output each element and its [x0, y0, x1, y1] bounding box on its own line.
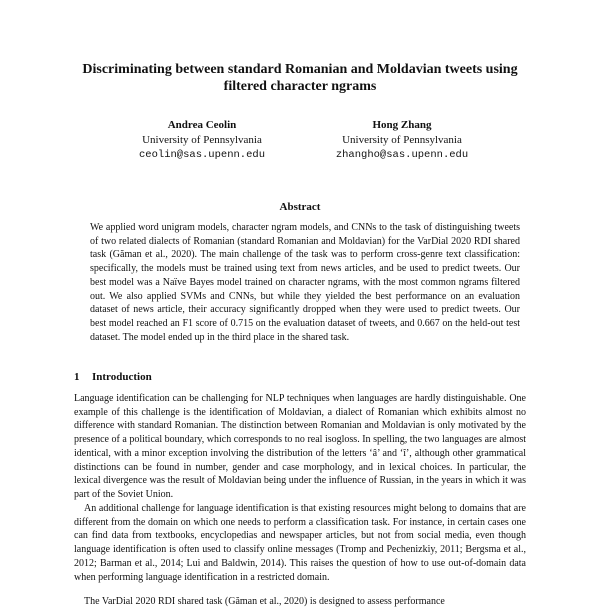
intro-paragraph-2: An additional challenge for language identification is that existing resources might belong to domains that are different from the domain on which one needs to perform a classification task. For instance, in certain cases one can find data from textbooks, encyclopedias and newspaper articles, but not from social media, even though language identification is often used to classify online messages (Tromp and Pechenizkiy, 2011; Bergsma et al., 2012; Barman et al., 2014; Lui and Baldwin, 2014). This raises the question of how to use out-of-domain data when performing language identification in a restricted domain. [74, 503, 526, 583]
abstract-heading: Abstract [279, 201, 321, 213]
paper-title: Discriminating between standard Romanian and Moldavian tweets using filtered character ngrams [82, 62, 518, 94]
abstract-text: We applied word unigram models, character ngram models, and CNNs to the task of distinguishing tweets of two related dialects of Romanian (standard Romanian and Moldavian) for the VarDial 2020 RDI shared task (Găman et al., 2020). The main challenge of the task was to perform cross-genre text classification: specifically, the models must be trained using text from news articles, and be used to predict tweets. Our best model was a Naïve Bayes model trained on character ngrams, with the most common ngrams filtered out. We also applied SVMs and CNNs, but while they yielded the best performance on an evaluation dataset of news article, their accuracy significantly dropped when they were used to predict tweets. Our best model reached an F1 score of 0.715 on the evaluation dataset of tweets, and 0.667 on the held-out test dataset. The model ended up in the third place in the shared task. [90, 222, 520, 343]
intro-paragraph-3: The VarDial 2020 RDI shared task (Găman et al., 2020) is designed to assess performance [84, 596, 445, 607]
section-number: 1 [74, 371, 80, 383]
author-affiliation: University of Pennsylvania [142, 134, 262, 146]
section-heading [74, 371, 152, 383]
author-block-2 [302, 118, 502, 163]
author-email: zhangho@sas.upenn.edu [335, 149, 469, 161]
author-name: Andrea Ceolin [167, 119, 237, 131]
author-affiliation: University of Pennsylvania [342, 134, 462, 146]
section-title: Introduction [92, 371, 152, 383]
author-name: Hong Zhang [372, 119, 432, 131]
author-block-1 [102, 118, 302, 163]
author-email: ceolin@sas.upenn.edu [138, 149, 266, 161]
intro-paragraph-1: Language identification can be challenging for NLP techniques when languages are hardly distinguishable. One example of this challenge is the identification of Moldavian, a dialect of Romanian which exhibits almost no difference with standard Romanian. The distinction between Romanian and Moldavian is only motivated by the presence of a political boundary, which corresponds to no real isogloss. In spelling, the two languages are almost identical, with a minor exception involving the distribution of the letters ‘â’ and ‘î’, although other grammatical distinctions can be found in number, gender and case morphology, and in lexical choices. In particular, the lexical divergence was the result of Moldavian being under the influence of Russian, in the years in which it was part of the Soviet Union. [74, 393, 526, 500]
